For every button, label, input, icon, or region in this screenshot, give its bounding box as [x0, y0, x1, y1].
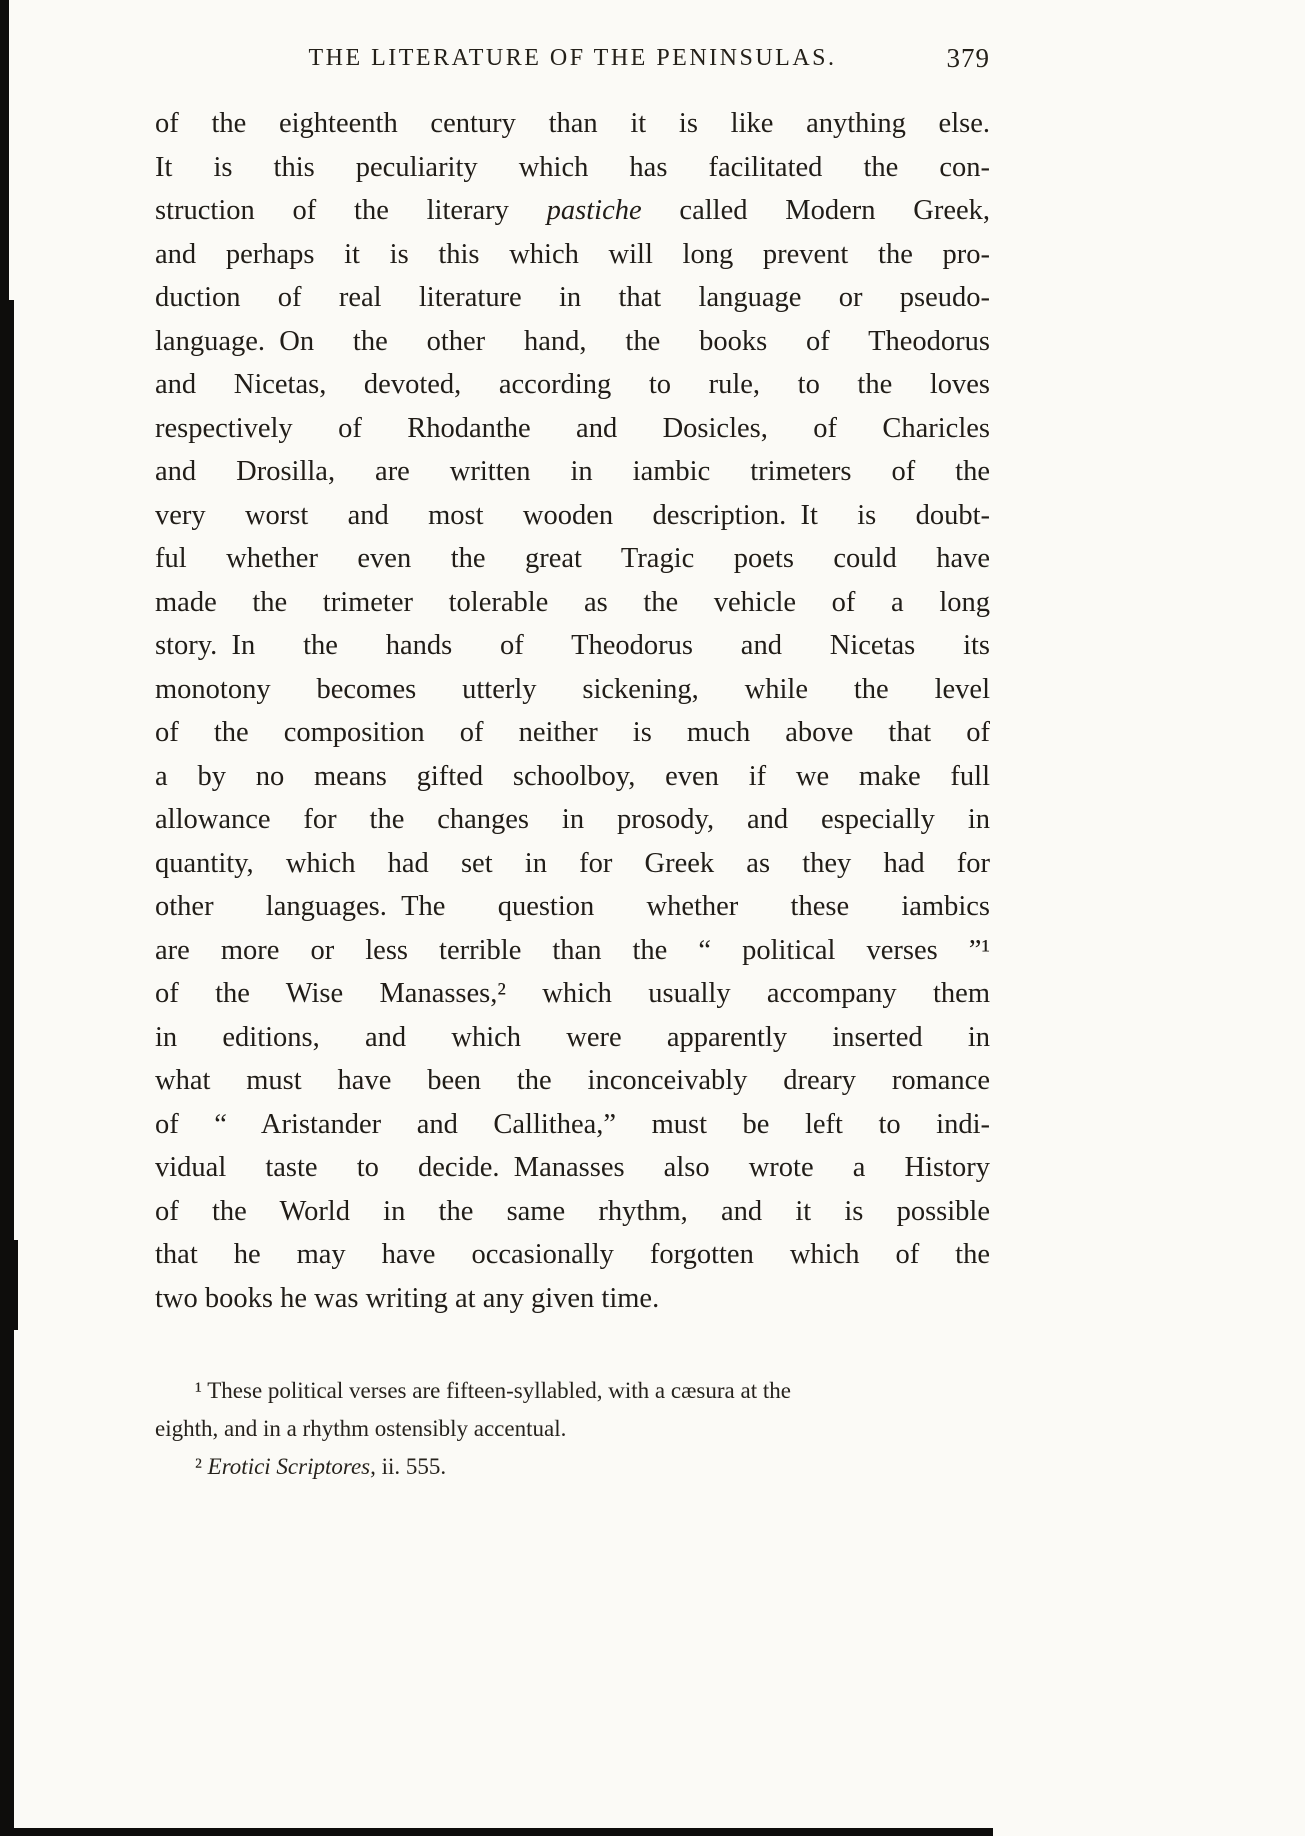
running-head-title: THE LITERATURE OF THE PENINSULAS.: [308, 45, 837, 71]
body-line: other languages. The question whether these iambics: [155, 891, 990, 922]
body-line: It is this peculiarity which has facilitated the con-: [155, 151, 990, 183]
body-line: of the composition of neither is much above that of: [155, 717, 990, 748]
body-line: vidual taste to decide. Manasses also wrote a History: [155, 1152, 990, 1183]
body-line: language. On the other hand, the books of Theodorus: [155, 325, 990, 357]
body-line: and perhaps it is this which will long prevent the pro-: [155, 238, 990, 270]
body-line: that he may have occasionally forgotten which of the: [155, 1239, 990, 1270]
body-line: duction of real literature in that language or pseudo-: [155, 282, 990, 313]
body-line: quantity, which had set in for Greek as they had for: [155, 847, 990, 879]
page-number: 379: [946, 43, 990, 73]
body-line: allowance for the changes in prosody, and especially in: [155, 804, 990, 835]
body-text: [155, 102, 990, 1320]
body-line: two books he was writing at any given time.: [155, 1282, 660, 1314]
body-line: story. In the hands of Theodorus and Nicetas its: [155, 630, 990, 661]
body-line: monotony becomes utterly sickening, while the level: [155, 673, 990, 705]
body-line: respectively of Rhodanthe and Dosicles, of Charicles: [155, 412, 990, 444]
body-line: of the World in the same rhythm, and it is possible: [155, 1195, 990, 1227]
text-block: [155, 42, 990, 1486]
scan-binding-bar-bump: [0, 1240, 18, 1330]
body-line: and Drosilla, are written in iambic trimeters of the: [155, 456, 990, 487]
scan-binding-bar-thick: [0, 300, 14, 1836]
body-line: and Nicetas, devoted, according to rule, to the loves: [155, 369, 990, 400]
body-line: what must have been the inconceivably dreary romance: [155, 1065, 990, 1096]
footnote-line: ¹ These political verses are fifteen-syllabled, with a cæsura at the: [195, 1378, 791, 1403]
body-line: a by no means gifted schoolboy, even if we make full: [155, 760, 990, 792]
body-line: are more or less terrible than the “ political verses ”¹: [155, 934, 990, 966]
body-line: in editions, and which were apparently inserted in: [155, 1021, 990, 1053]
footnote-line: eighth, and in a rhythm ostensibly accentual.: [155, 1416, 567, 1441]
footnotes: [155, 1372, 990, 1486]
footnote-line: ² Erotici Scriptores, ii. 555.: [195, 1454, 447, 1479]
body-line: of the Wise Manasses,² which usually accompany them: [155, 978, 990, 1009]
body-line: struction of the literary pastiche called Modern Greek,: [155, 195, 990, 226]
body-line: ful whether even the great Tragic poets could have: [155, 543, 990, 574]
scan-bottom-edge: [0, 1828, 993, 1836]
body-line: of the eighteenth century than it is like anything else.: [155, 108, 990, 139]
body-line: of “ Aristander and Callithea,” must be left to indi-: [155, 1108, 990, 1140]
body-line: very worst and most wooden description. It is doubt-: [155, 499, 990, 531]
body-line: made the trimeter tolerable as the vehicle of a long: [155, 586, 990, 618]
running-head: [155, 42, 990, 74]
